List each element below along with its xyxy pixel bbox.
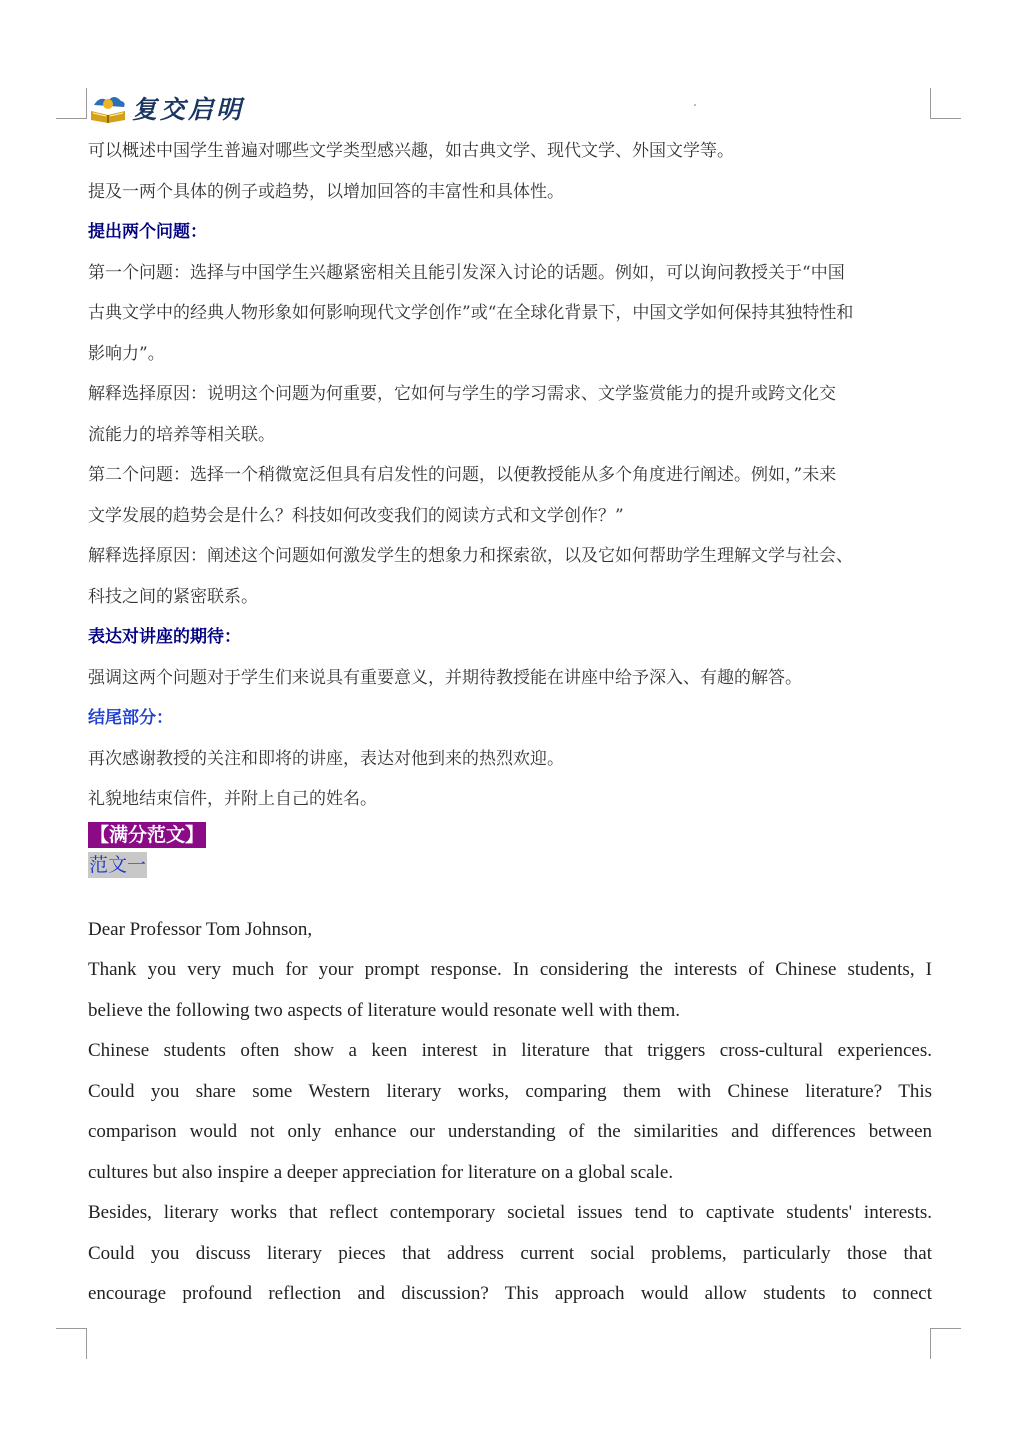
- letter-line: Thank you very much for your prompt response. In considering the interests of Chinese students, I: [88, 959, 932, 980]
- crop-mark-bottom-left: [56, 1328, 87, 1359]
- paragraph: 再次感谢教授的关注和即将的讲座，表达对他到来的热烈欢迎。: [88, 748, 564, 769]
- paragraph: 强调这两个问题对于学生们来说具有重要意义，并期待教授能在讲座中给予深入、有趣的解答。: [88, 667, 802, 688]
- full-score-badge: 【满分范文】: [90, 823, 205, 846]
- document-body: [88, 131, 932, 1315]
- letter-line: encourage profound reflection and discussion? This approach would allow students to connect: [88, 1283, 932, 1304]
- letter-line: Could you share some Western literary works, comparing them with Chinese literature? This: [88, 1080, 932, 1102]
- section-heading: 提出两个问题：: [88, 222, 207, 242]
- crop-mark-top-right: [930, 88, 961, 119]
- letter-line: comparison would not only enhance our understanding of the similarities and differences between: [88, 1121, 932, 1142]
- letter-line: Besides, literary works that reflect contemporary societal issues tend to captivate students' interests.: [88, 1202, 932, 1223]
- paragraph-line: 文学发展的趋势会是什么？科技如何改变我们的阅读方式和文学创作？”: [88, 505, 624, 526]
- brand-logo-text: 复交启明: [132, 95, 245, 124]
- paragraph: 提及一两个具体的例子或趋势，以增加回答的丰富性和具体性。: [88, 181, 564, 202]
- crop-mark-top-left: [56, 88, 87, 119]
- crop-mark-bottom-right: [930, 1328, 961, 1359]
- sample-title: 范文一: [89, 853, 147, 876]
- paragraph-line: 影响力”。: [88, 343, 165, 364]
- section-heading: 表达对讲座的期待：: [88, 627, 241, 647]
- paragraph: 可以概述中国学生普遍对哪些文学类型感兴趣，如古典文学、现代文学、外国文学等。: [88, 141, 734, 161]
- paragraph-line: 第一个问题：选择与中国学生兴趣紧密相关且能引发深入讨论的话题。例如，可以询问教授关于“中国: [88, 262, 845, 283]
- book-cloud-logo-icon: [88, 91, 128, 125]
- sample-title-row: [88, 852, 932, 882]
- speck: [694, 104, 696, 106]
- letter-salutation: Dear Professor Tom Johnson,: [88, 918, 313, 940]
- paragraph-line: 解释选择原因：说明这个问题为何重要，它如何与学生的学习需求、文学鉴赏能力的提升或跨文化交: [88, 384, 836, 404]
- letter-line: cultures but also inspire a deeper appreciation for literature on a global scale.: [88, 1161, 674, 1183]
- letter-line: Chinese students often show a keen interest in literature that triggers cross-cultural experiences.: [88, 1040, 932, 1061]
- paragraph-line: 科技之间的紧密联系。: [88, 586, 258, 607]
- blank-line: [88, 882, 932, 910]
- paragraph: 礼貌地结束信件，并附上自己的姓名。: [88, 789, 377, 809]
- paragraph-line: 古典文学中的经典人物形象如何影响现代文学创作”或“在全球化背景下，中国文学如何保持其独特性和: [88, 303, 854, 323]
- paragraph-line: 第二个问题：选择一个稍微宽泛但具有启发性的问题，以便教授能从多个角度进行阐述。例如，”未来: [88, 465, 837, 485]
- section-heading: 结尾部分：: [88, 708, 173, 728]
- paragraph-line: 解释选择原因：阐述这个问题如何激发学生的想象力和探索欲，以及它如何帮助学生理解文学与社会、: [88, 546, 853, 566]
- letter-line: Could you discuss literary pieces that address current social problems, particularly those that: [88, 1242, 932, 1264]
- letter-line: believe the following two aspects of literature would resonate well with them.: [88, 999, 680, 1021]
- paragraph-line: 流能力的培养等相关联。: [88, 424, 275, 445]
- badge-row: [88, 822, 932, 852]
- page-header: [88, 90, 244, 126]
